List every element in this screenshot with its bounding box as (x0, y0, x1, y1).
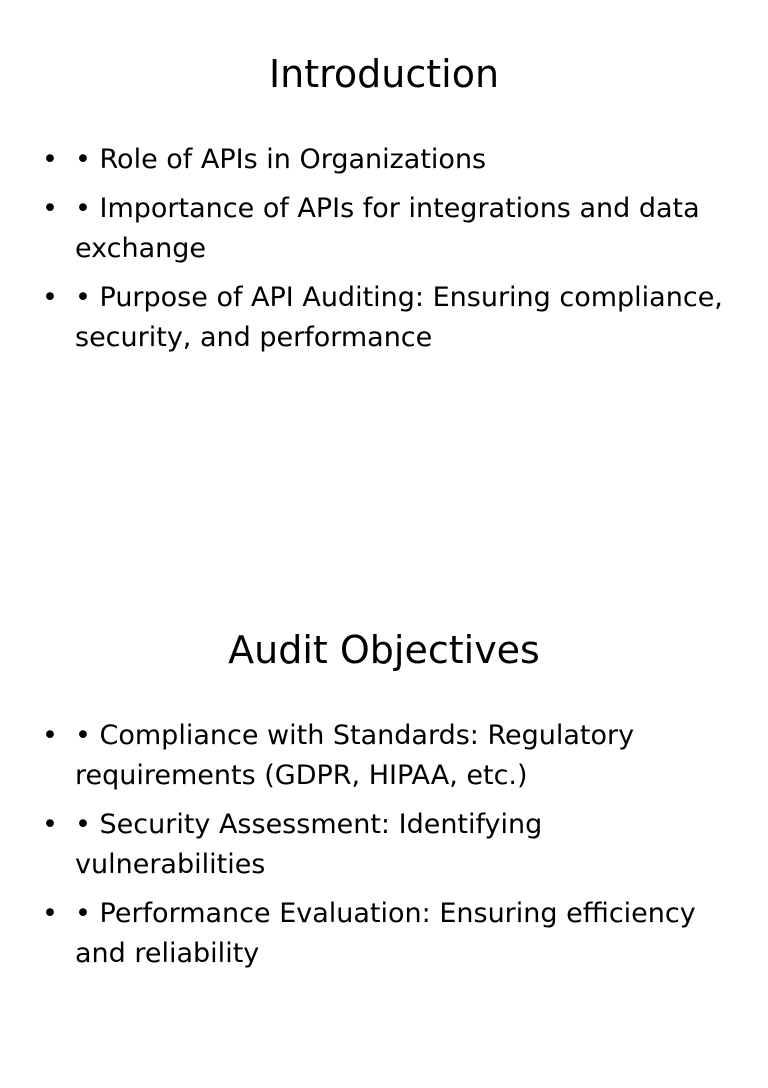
bullet-text: • Role of APIs in Organizations (75, 144, 487, 175)
bullet-text: • Compliance with Standards: Regulatory requirements (GDPR, HIPAA, etc.) (75, 720, 635, 791)
bullet-item (42, 278, 732, 358)
slide-title: Introduction (268, 52, 500, 96)
bullet-item (42, 140, 732, 180)
bullet-text: • Importance of APIs for integrations and data exchange (75, 193, 700, 264)
bullet-item (42, 805, 732, 885)
bullet-marker: • (42, 282, 58, 313)
slide-audit-objectives (0, 576, 768, 1088)
slide-title: Audit Objectives (228, 628, 540, 672)
bullet-text: • Security Assessment: Identifying vulnerabilities (75, 809, 543, 880)
bullet-marker: • (42, 898, 58, 929)
bullet-list (42, 140, 732, 367)
bullet-text: • Performance Evaluation: Ensuring efficiency and reliability (75, 898, 696, 969)
bullet-list (42, 716, 732, 983)
bullet-item (42, 189, 732, 269)
bullet-item (42, 894, 732, 974)
bullet-item (42, 716, 732, 796)
bullet-marker: • (42, 720, 58, 751)
bullet-marker: • (42, 144, 58, 175)
bullet-marker: • (42, 809, 58, 840)
bullet-text: • Purpose of API Auditing: Ensuring compliance, security, and performance (75, 282, 723, 353)
bullet-marker: • (42, 193, 58, 224)
slide-introduction (0, 0, 768, 512)
